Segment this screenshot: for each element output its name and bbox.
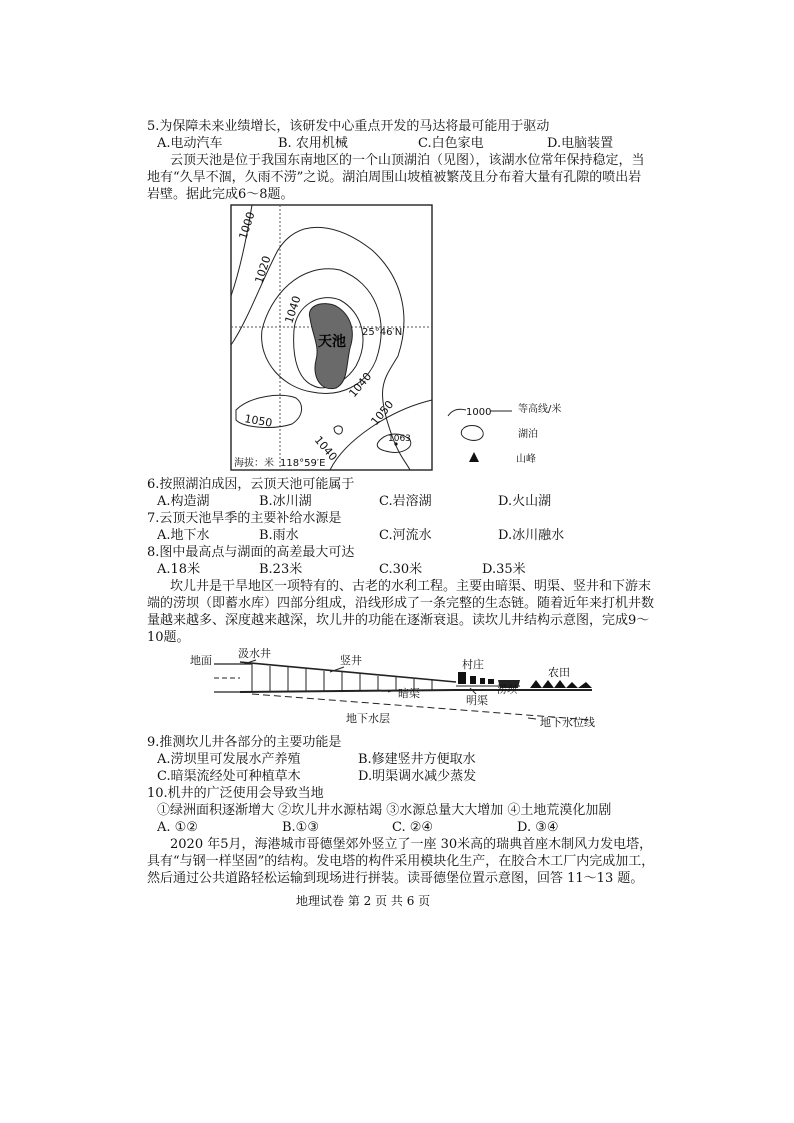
q6-option-a: A.构造湖 — [157, 494, 210, 509]
passage2-line1: 坎儿井是干旱地区一项特有的、古老的水利工程。主要由暗渠、明渠、竖井和下游末 — [170, 579, 652, 594]
q8-option-d: D.35米 — [482, 562, 526, 577]
q5-stem: 5.为保障未来业绩增长，该研发中心重点开发的马达将最可能用于驱动 — [147, 119, 550, 134]
q8-option-b: B.23米 — [259, 562, 303, 577]
lake-label: 天池 — [318, 334, 346, 350]
farmland-shape — [530, 680, 592, 688]
q7-stem: 7.云顶天池旱季的主要补给水源是 — [147, 511, 342, 526]
label-tunnel: 暗渠 — [398, 687, 420, 700]
q10-option-d: D. ③④ — [517, 820, 559, 835]
q9-option-d: D.明渠调水减少蒸发 — [358, 769, 477, 784]
q8-option-c: C.30米 — [379, 562, 423, 577]
legend-peak-text: 山峰 — [516, 454, 536, 465]
passage2-line3: 量越来越多、深度越来越深，坎儿井的功能在逐渐衰退。读坎儿井结构示意图，完成9～ — [147, 613, 650, 628]
passage1-line1: 云顶天池是位于我国东南地区的一个山顶湖泊（见图），该湖水位常年保持稳定，当 — [170, 153, 645, 168]
passage2-line4: 10题。 — [147, 630, 190, 645]
label-village: 村庄 — [462, 658, 484, 671]
label-pond: 涝坝 — [497, 685, 517, 696]
label-intake-well: 汲水井 — [238, 647, 271, 660]
passage1-line2: 地有“久旱不涸，久雨不涝”之说。湖泊周围山坡植被繁茂且分布着大量有孔隙的喷出岩 — [147, 170, 642, 185]
passage1-line3: 岩壁。据此完成6～8题。 — [147, 187, 294, 202]
village-house-4 — [488, 679, 494, 684]
q7-option-d: D.冰川融水 — [498, 528, 565, 543]
legend-lake-text: 湖泊 — [518, 429, 538, 440]
q5-option-a: A.电动汽车 — [157, 136, 223, 151]
q10-stem: 10.机井的广泛使用会导致当地 — [147, 786, 324, 801]
label-ground: 地面 — [190, 654, 212, 667]
page-footer: 地理试卷 第 2 页 共 6 页 — [296, 894, 431, 908]
q9-stem: 9.推测坎儿井各部分的主要功能是 — [147, 735, 342, 750]
q10-statements: ①绿洲面积逐渐增大 ②坎儿井水源枯竭 ③水源总量大大增加 ④土地荒漠化加剧 — [157, 803, 612, 818]
label-water-table: 地下水位线 — [540, 716, 595, 729]
q9-option-a: A.涝坝里可发展水产养殖 — [157, 752, 301, 767]
q10-option-b: B.①③ — [282, 820, 319, 835]
q6-option-d: D.火山湖 — [498, 494, 552, 509]
passage3-line3: 然后通过公共道路轻松运输到现场进行拼装。读哥德堡位置示意图，回答 11～13 题。 — [147, 871, 644, 886]
q8-stem: 8.图中最高点与湖面的高差最大可达 — [147, 545, 355, 560]
contour-label-1000: 1000 — [236, 210, 258, 241]
q5-option-c: C.白色家电 — [418, 136, 484, 151]
contour-label-1040-east: 1040 — [346, 370, 375, 400]
passage3-line1: 2020 年5月，海港城市哥德堡郊外竖立了一座 30米高的瑞典首座木制风力发电塔， — [170, 837, 653, 852]
q10-option-c: C. ②④ — [392, 820, 434, 835]
q5-option-b: B. 农用机械 — [278, 136, 348, 151]
village-house-2 — [470, 676, 476, 684]
q7-option-c: C.河流水 — [379, 528, 432, 543]
legend-contour-value: 1000 — [466, 407, 492, 418]
q9-option-b: B.修建竖井方便取水 — [358, 752, 476, 767]
q6-option-c: C.岩溶湖 — [379, 494, 432, 509]
elevation-unit-label: 海拔：米 — [234, 458, 274, 469]
q10-option-a: A. ①② — [157, 820, 198, 835]
contour-label-1040-north: 1040 — [282, 294, 304, 325]
contour-label-1050-southeast: 1050 — [368, 398, 397, 428]
q7-option-b: B.雨水 — [259, 528, 299, 543]
contour-label-1020: 1020 — [252, 254, 274, 285]
contour-label-1040-south: 1040 — [311, 433, 340, 464]
q9-option-c: C.暗渠流经处可种植草木 — [157, 769, 301, 784]
q5-option-d: D.电脑装置 — [547, 136, 614, 151]
q8-option-a: A.18米 — [157, 562, 201, 577]
contour-label-1050-west: 1050 — [243, 412, 274, 430]
passage3-line2: 具有“与钢一样坚固”的结构。发电塔的构件采用模块化生产，在胶合木工厂内完成加工， — [147, 854, 655, 869]
label-farmland: 农田 — [548, 666, 570, 679]
passage2-line2: 端的涝坝（即蓄水库）四部分组成，沿线形成了一条完整的生态链。随着近年来打机井数 — [147, 596, 655, 611]
village-house-3 — [480, 678, 485, 684]
lon-label: 118°59′E — [280, 458, 326, 469]
village-house-1 — [458, 672, 466, 684]
peak-label-1063: 1063 — [388, 434, 411, 444]
label-shaft: 竖井 — [340, 654, 362, 667]
q7-option-a: A.地下水 — [157, 528, 210, 543]
label-aquifer: 地下水层 — [346, 712, 390, 725]
legend-contour-text: 等高线/米 — [518, 404, 562, 415]
q6-stem: 6.按照湖泊成因，云顶天池可能属于 — [147, 477, 355, 492]
label-open-channel: 明渠 — [466, 694, 488, 707]
lat-label: 25°46′N — [362, 327, 403, 338]
q6-option-b: B.冰川湖 — [259, 494, 312, 509]
